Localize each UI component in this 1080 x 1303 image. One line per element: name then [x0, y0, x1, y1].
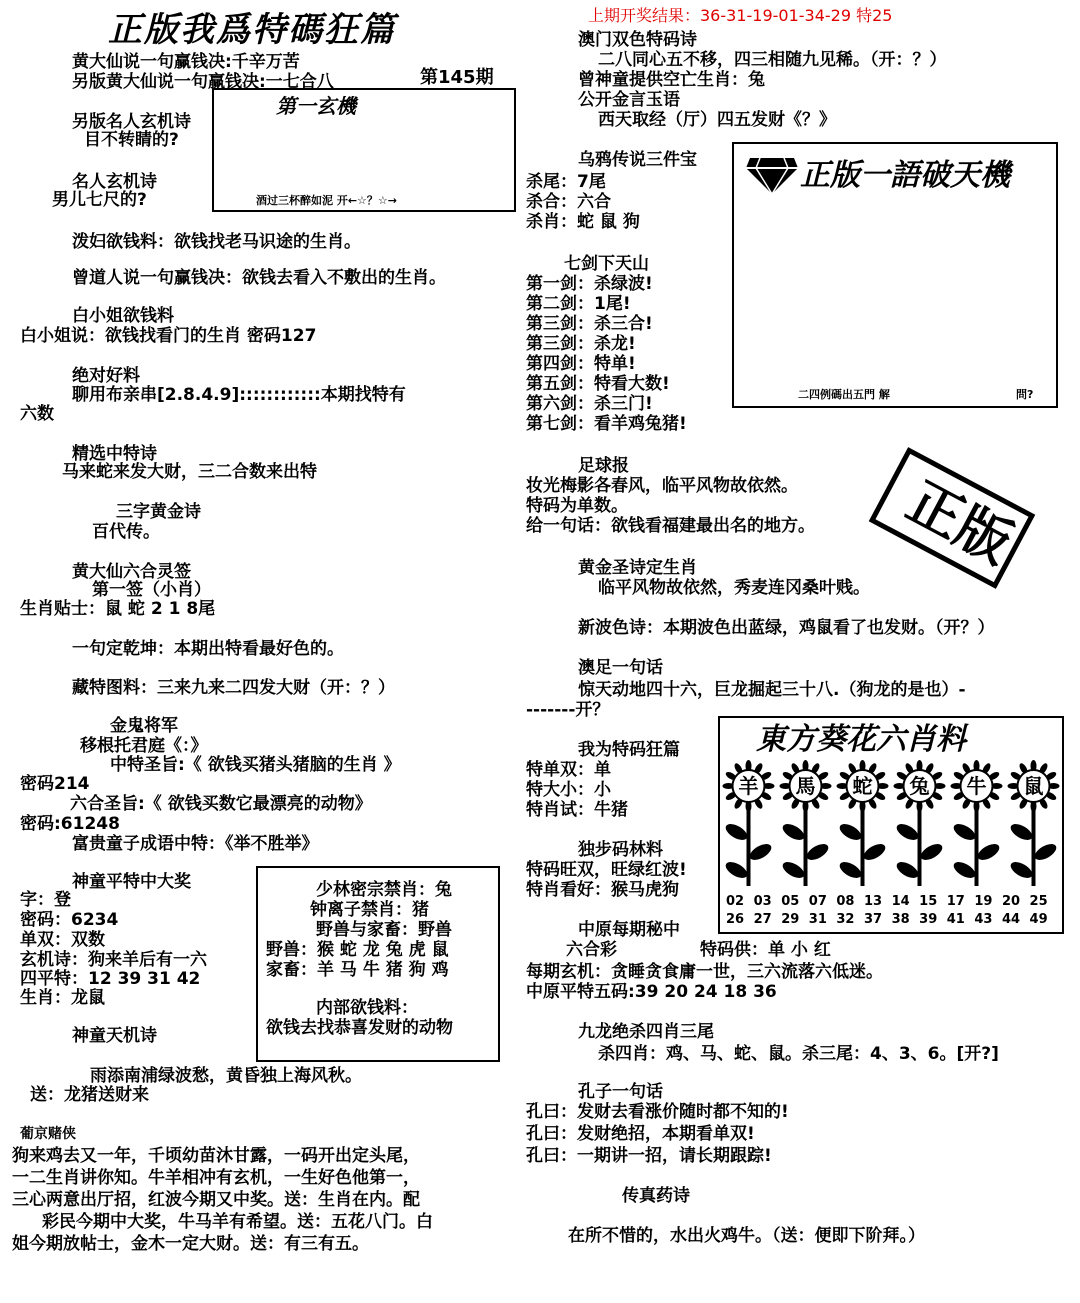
right-line: 独步码林料	[578, 840, 663, 860]
left-line: 精选中特诗	[72, 444, 157, 464]
right-line: 中原每期秘中	[578, 920, 680, 940]
left-line: 四平特：12 39 31 42	[20, 969, 201, 989]
zhengban-stamp	[869, 447, 1036, 589]
right-line: 公开金言玉语	[578, 90, 680, 110]
right-line: 孔曰：发财去看涨价随时都不知的!	[526, 1102, 789, 1122]
right-line: 乌鸦传说三件宝	[578, 150, 697, 170]
right-line: 第二剑：1尾!	[526, 294, 631, 314]
right-line: 澳门双色特码诗	[578, 30, 697, 50]
lucky-number: 27	[753, 912, 772, 927]
right-line: 在所不惜的，水出火鸡牛。（送：便即下阶拜。）	[568, 1226, 925, 1246]
right-line: 中原平特五码:39 20 24 18 36	[526, 982, 777, 1002]
last-result: 上期开奖结果：36-31-19-01-34-29 特25	[588, 6, 893, 25]
lucky-number: 44	[1001, 912, 1021, 927]
zodiac-glyph: 牛	[966, 774, 987, 798]
yiyu-hint: 二四例碼出五門 解	[798, 388, 890, 401]
right-line: 杀合：六合	[526, 192, 611, 212]
right-line: 西天取经（厅）四五发财《？》	[598, 110, 836, 130]
left-line: 葡京赌侠	[20, 1126, 76, 1142]
number-row-1	[726, 894, 1057, 910]
shaolin-line: 钟离子禁肖：猪	[310, 900, 429, 920]
xuanji-note: 酒过三杯醉如泥 开←☆？☆→	[256, 194, 397, 207]
sunflower	[894, 760, 946, 886]
left-line: 绝对好料	[72, 366, 140, 386]
left-line: 雨添南浦绿波愁，黄昏独上海风秋。	[90, 1066, 362, 1086]
left-line: 金鬼将军	[110, 716, 178, 736]
flower-box	[718, 716, 1064, 934]
right-line: 特码供：单 小 红	[700, 940, 831, 960]
right-line: 第五剑：特看大数!	[526, 374, 670, 394]
lucky-number: 08	[836, 894, 855, 909]
lucky-number: 43	[974, 912, 993, 927]
left-line: 名人玄机诗	[72, 172, 157, 192]
left-line: 男儿七尺的?	[52, 190, 147, 210]
xuanji-box	[212, 88, 516, 212]
sunflower	[1008, 760, 1060, 886]
left-line: 神童天机诗	[72, 1026, 157, 1046]
right-line: 给一句话：欲钱看福建最出名的地方。	[526, 516, 815, 536]
shaolin-line: 家畜：羊 马 牛 猪 狗 鸡	[266, 960, 449, 980]
shaolin-line: 野兽与家畜：野兽	[316, 920, 452, 940]
lucky-number: 07	[808, 894, 827, 909]
left-line: 密码：6234	[20, 910, 119, 930]
right-line: 杀肖：蛇 鼠 狗	[526, 212, 640, 232]
left-line: 马来蛇来发大财，三二合数来出特	[62, 462, 317, 482]
right-line: 七剑下天山	[564, 254, 649, 274]
left-line: 黄大仙六合灵签	[72, 562, 191, 582]
lucky-number: 29	[781, 912, 800, 927]
right-line: 曾神童提供空亡生肖：兔	[578, 70, 765, 90]
right-line: 九龙绝杀四肖三尾	[578, 1022, 714, 1042]
right-line: 我为特码狂篇	[578, 740, 680, 760]
lucky-number: 15	[919, 894, 938, 909]
left-line: 三字黄金诗	[116, 502, 201, 522]
issue-number: 第145期	[420, 67, 494, 88]
left-line: 泼妇欲钱料：欲钱找老马识途的生肖。	[72, 232, 361, 252]
lucky-number: 19	[974, 894, 993, 909]
lucky-number: 38	[891, 912, 910, 927]
left-line: 曾道人说一句赢钱决：欲钱去看入不敷出的生肖。	[72, 268, 446, 288]
yiyu-question: 問?	[1016, 388, 1034, 401]
left-line: 藏特图料：三来九来二四发大财（开：？）	[72, 678, 395, 698]
right-line: 第三剑：杀三合!	[526, 314, 653, 334]
right-line: 孔曰：一期讲一招，请长期跟踪!	[526, 1146, 772, 1166]
sunflower-illustration	[720, 760, 1062, 890]
right-line: 第四剑：特单!	[526, 354, 636, 374]
right-line: 惊天动地四十六，巨龙掘起三十八.（狗龙的是也）-	[578, 680, 966, 700]
left-line: 密码:61248	[20, 814, 120, 834]
left-line: 密码214	[20, 774, 90, 794]
right-line: 新波色诗：本期波色出蓝绿，鸡鼠看了也发财。（开？）	[578, 618, 995, 638]
zodiac-glyph: 蛇	[852, 774, 873, 798]
left-line: 生肖：龙鼠	[20, 988, 105, 1008]
lucky-number: 41	[946, 912, 965, 927]
sunflower	[837, 760, 889, 886]
left-line: 送：龙猪送财来	[30, 1085, 149, 1105]
left-line: 另版名人玄机诗	[72, 112, 191, 132]
lucky-number: 03	[753, 894, 772, 909]
shaolin-line: 少林密宗禁肖：兔	[316, 880, 452, 900]
left-line: 黄大仙说一句赢钱决:千辛万苦	[72, 52, 300, 72]
lucky-number: 37	[863, 912, 883, 927]
lucky-number: 14	[891, 894, 910, 909]
right-line: 二八同心五不移，四三相随九见稀。（开：？）	[598, 50, 947, 70]
page-title: 正版我爲特碼狂篇	[108, 10, 396, 50]
right-line: 临平风物故依然，秀麦连冈桑叶贱。	[598, 578, 870, 598]
right-line: 足球报	[578, 456, 629, 476]
right-line: 澳足一句话	[578, 658, 663, 678]
right-line: 特单双：单	[526, 760, 611, 780]
flower-title: 東方葵花六肖料	[756, 722, 966, 757]
zodiac-glyph: 兔	[909, 774, 930, 798]
lucky-number: 13	[863, 894, 883, 909]
diamond-icon	[744, 154, 800, 196]
right-line: 杀四肖：鸡、马、蛇、鼠。杀三尾：4、3、6。[开?]	[598, 1044, 999, 1064]
right-line: 每期玄机：贪睡贪食庸一世，三六流落六低迷。	[526, 962, 883, 982]
right-line: 传真药诗	[622, 1186, 690, 1206]
right-line: 妆光梅影各春风，临平风物故依然。	[526, 476, 798, 496]
shaolin-box	[256, 866, 500, 1062]
right-line: 杀尾：7尾	[526, 172, 606, 192]
right-line: 黄金圣诗定生肖	[578, 558, 697, 578]
left-line: 白小姐说：欲钱找看门的生肖 密码127	[20, 326, 317, 346]
lucky-number: 02	[726, 894, 745, 909]
left-line: 三心两意出厅招，红波今期又中奖。送：生肖在内。配	[12, 1190, 420, 1210]
right-line: 第七剑：看羊鸡兔猪!	[526, 414, 687, 434]
right-line: 第一剑：杀绿波!	[526, 274, 653, 294]
right-line: 第六剑：杀三门!	[526, 394, 653, 414]
zhengban-text: 正版	[897, 469, 1023, 576]
zodiac-glyph: 羊	[738, 774, 759, 798]
right-line: 特码为单数。	[526, 496, 628, 516]
left-line: 彩民今期中大奖，牛马羊有希望。送：五花八门。白	[42, 1212, 433, 1232]
right-line: 特码旺双，旺绿红波!	[526, 860, 687, 880]
shaolin-line: 欲钱去找恭喜发财的动物	[266, 1018, 453, 1038]
sunflower	[951, 760, 1003, 886]
lucky-number: 26	[726, 912, 745, 927]
left-line: 目不转睛的?	[84, 130, 179, 150]
left-line: 百代传。	[92, 522, 160, 542]
lucky-number: 31	[808, 912, 827, 927]
lucky-number: 39	[919, 912, 938, 927]
lucky-number: 32	[836, 912, 855, 927]
right-line: 特肖试：牛猪	[526, 800, 628, 820]
lucky-number: 20	[1001, 894, 1021, 909]
left-line: 一二生肖讲你知。牛羊相冲有玄机，一生好色他第一，	[12, 1168, 420, 1188]
left-line: 移根托君庭《：》	[80, 736, 208, 756]
right-line: 六合彩	[566, 940, 617, 960]
number-row-2	[726, 912, 1057, 928]
left-line: 中特圣旨:《 欲钱买猪头猪脑的生肖 》	[110, 755, 401, 775]
yiyu-title: 正版一語破天機	[800, 158, 1010, 193]
zodiac-glyph: 馬	[795, 774, 816, 798]
left-line: 玄机诗：狗来羊后有一六	[20, 950, 207, 970]
lucky-number: 25	[1029, 894, 1048, 909]
left-line: 另版黄大仙说一句赢钱决:一七合八	[72, 72, 334, 92]
lucky-number: 17	[946, 894, 965, 909]
left-line: 生肖贴士：鼠 蛇 2 1 8尾	[20, 599, 216, 619]
right-line: 特大小：小	[526, 780, 611, 800]
sunflower	[780, 760, 832, 886]
left-line: 姐今期放帖士，金木一定大财。送：有三有五。	[12, 1234, 369, 1254]
left-line: 聊用布亲串[2.8.4.9]::::::::::::本期找特有	[72, 385, 406, 405]
left-line: 六数	[20, 404, 54, 424]
right-line: 孔曰：发财绝招，本期看单双!	[526, 1124, 755, 1144]
shaolin-line: 内部欲钱料：	[316, 998, 418, 1018]
left-line: 白小姐欲钱料	[72, 306, 174, 326]
left-line: 单双：双数	[20, 930, 105, 950]
left-line: 狗来鸡去又一年，千顷幼苗沐甘露，一码开出定头尾，	[12, 1146, 420, 1166]
sunflower	[723, 760, 775, 886]
left-line: 六合圣旨:《 欲钱买数它最漂亮的动物》	[70, 794, 372, 814]
lucky-number: 49	[1029, 912, 1048, 927]
left-line: 神童平特中大奖	[72, 872, 191, 892]
right-line: 孔子一句话	[578, 1082, 663, 1102]
right-line: 特肖看好：猴马虎狗	[526, 880, 679, 900]
shaolin-line: 野兽：猴 蛇 龙 兔 虎 鼠	[266, 940, 449, 960]
xuanji-title: 第一玄機	[276, 94, 356, 118]
left-line: 第一签（小肖）	[92, 580, 211, 600]
lucky-number: 05	[781, 894, 800, 909]
left-line: 富贵童子成语中特：《举不胜举》	[72, 834, 319, 854]
yiyu-box	[732, 142, 1058, 408]
right-line: 第三剑：杀龙!	[526, 334, 636, 354]
zodiac-glyph: 鼠	[1023, 774, 1044, 798]
right-line: -------开？	[526, 700, 610, 720]
left-line: 字：登	[20, 890, 71, 910]
left-line: 一句定乾坤：本期出特看最好色的。	[72, 639, 344, 659]
